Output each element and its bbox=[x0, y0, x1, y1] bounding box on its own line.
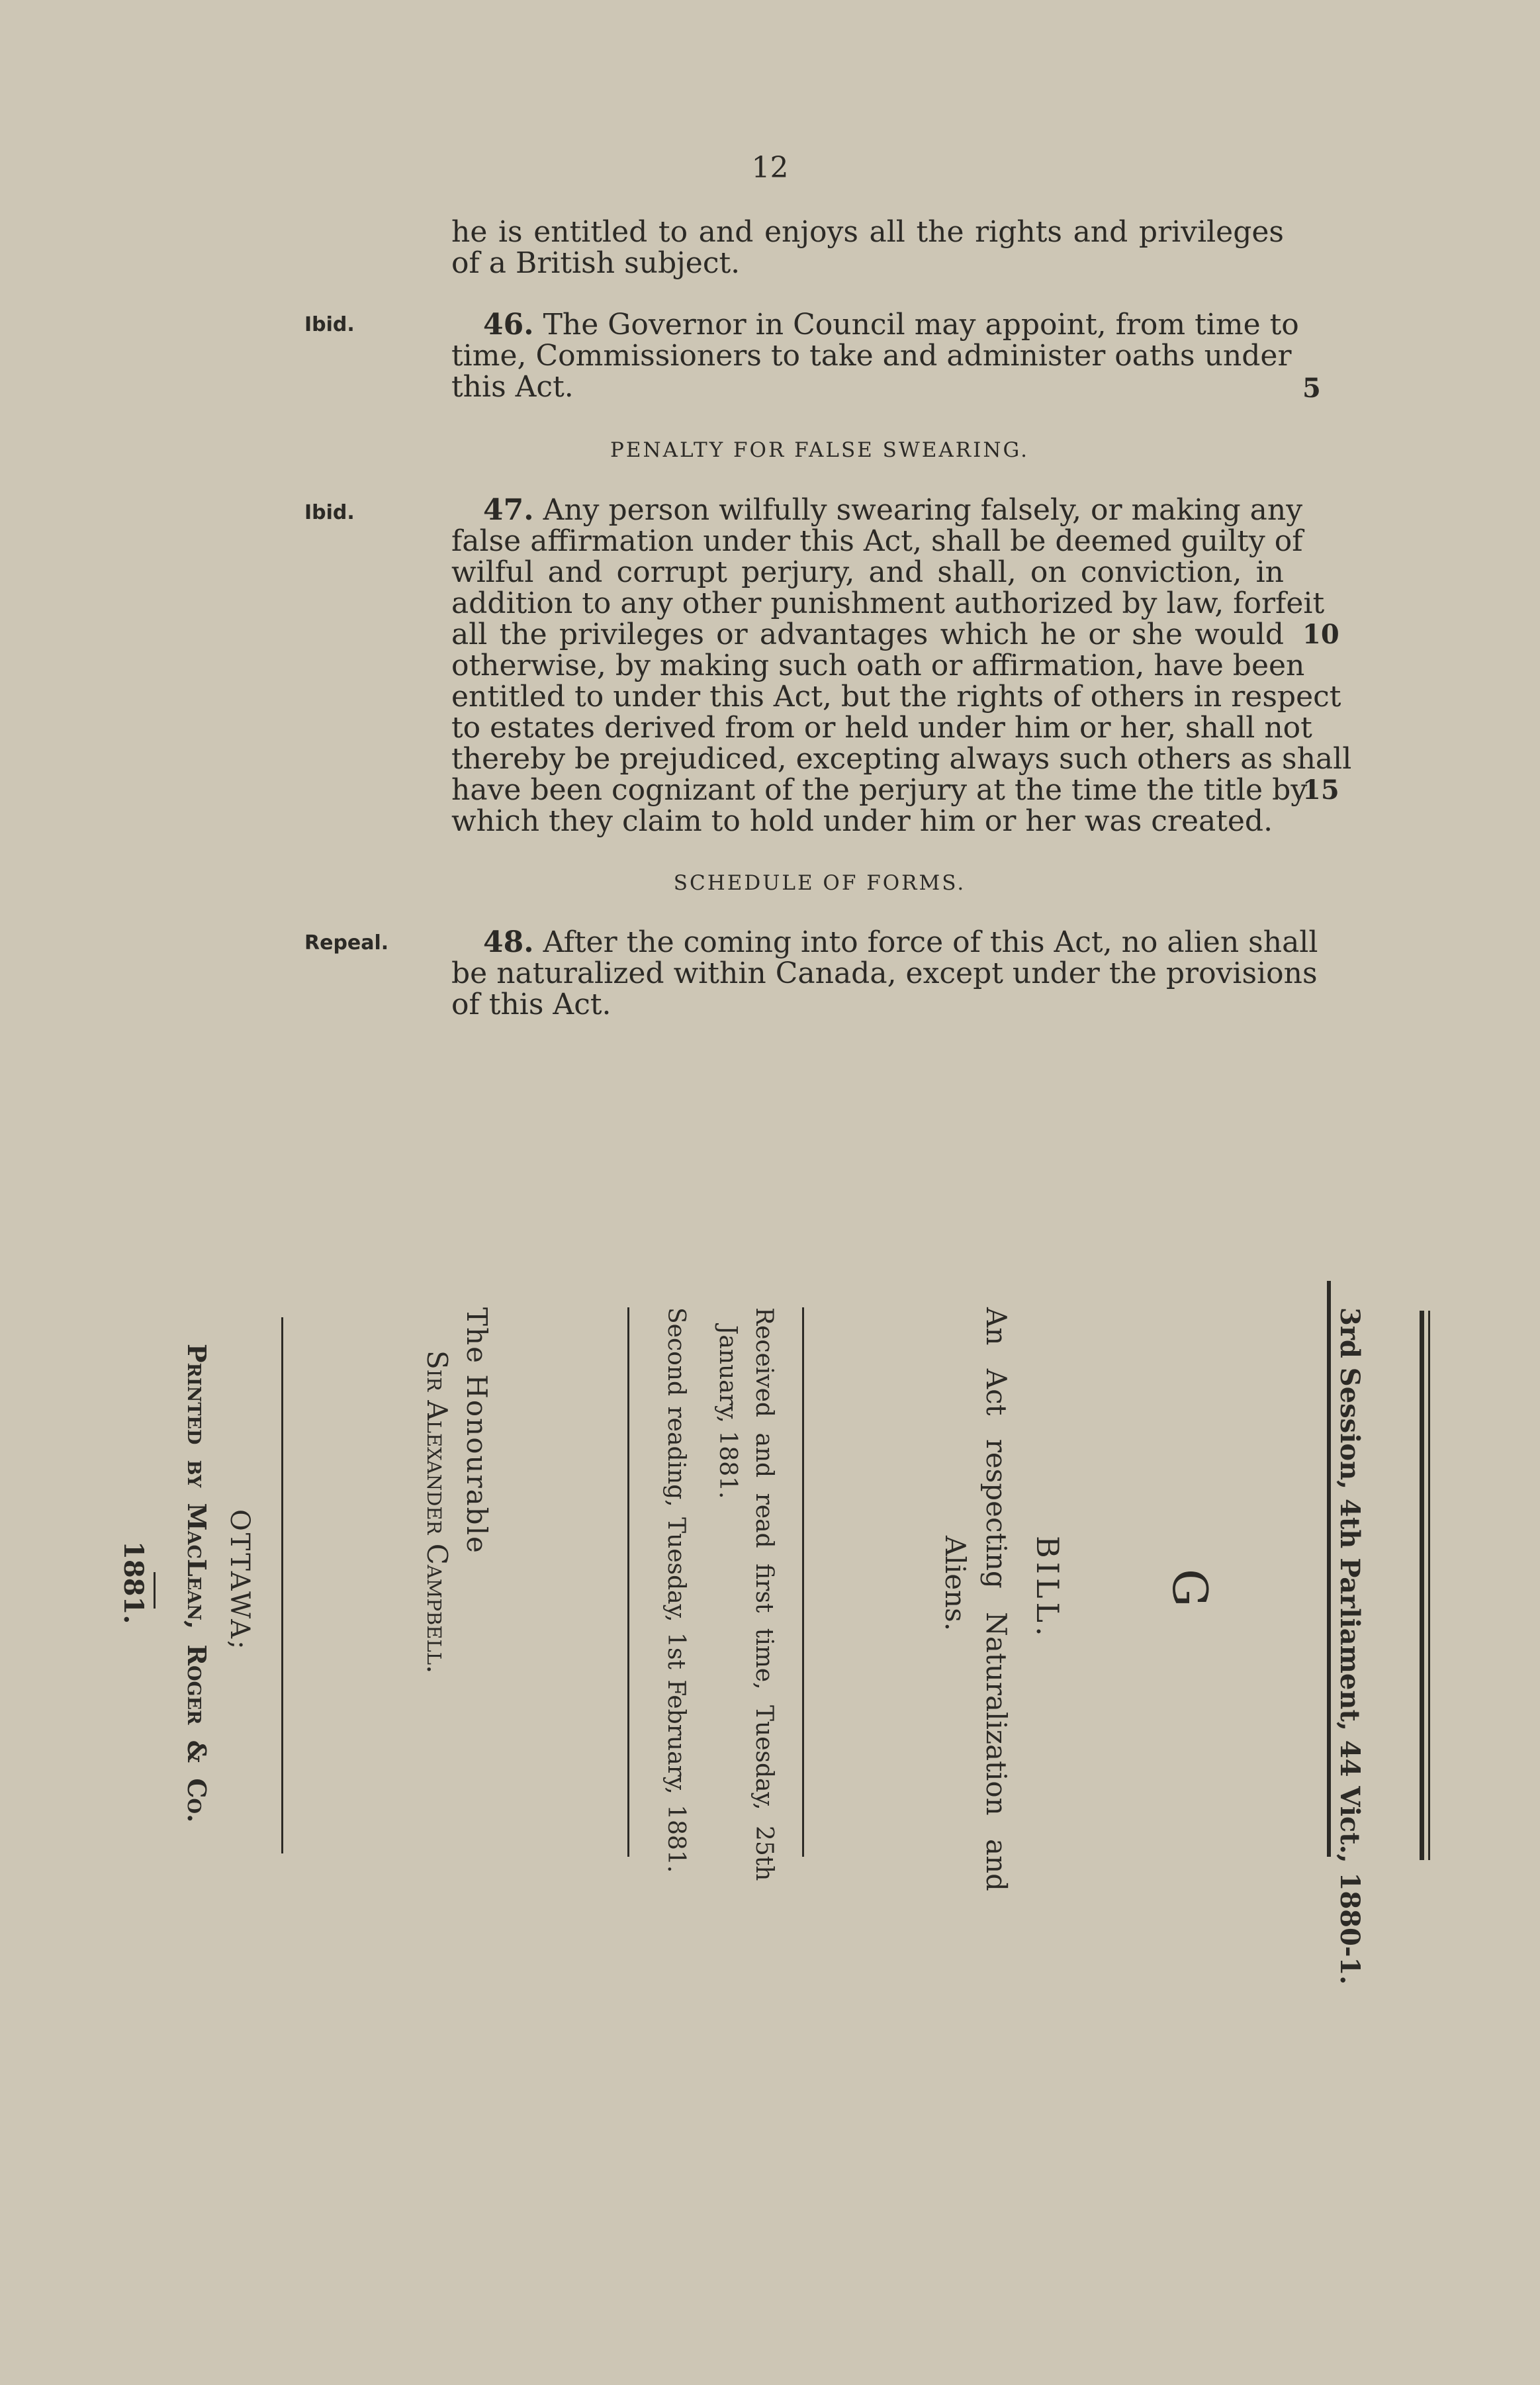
second-reading: Second reading, Tuesday, 1st February, 1881. bbox=[662, 1307, 690, 1873]
continuation-paragraph bbox=[451, 216, 1284, 279]
margin-note-ibid: Ibid. bbox=[304, 501, 355, 524]
section-46 bbox=[451, 308, 1299, 404]
separator-rule bbox=[627, 1307, 629, 1857]
double-rule bbox=[1428, 1311, 1430, 1860]
publication-year: 1881. bbox=[118, 1541, 149, 1624]
first-reading: January, 1881. bbox=[714, 1325, 741, 1499]
separator-rule bbox=[802, 1307, 804, 1857]
text-line: of this Act. bbox=[451, 988, 611, 1021]
text-line: be naturalized within Canada, except under the provisions bbox=[451, 957, 1318, 990]
text-line bbox=[451, 493, 1303, 527]
bill-letter: G bbox=[1162, 1569, 1218, 1607]
session-line: 3rd Session, 4th Parliament, 44 Vict., 1880-1. bbox=[1334, 1307, 1365, 1985]
bill-title: Aliens. bbox=[939, 1536, 972, 1632]
text-line: have been cognizant of the perjury at the time the title by bbox=[451, 773, 1308, 807]
first-reading: Received and read first time, Tuesday, 25th bbox=[750, 1307, 778, 1881]
bill-title: An Act respecting Naturalization and bbox=[980, 1307, 1013, 1892]
page-number: 12 bbox=[751, 151, 789, 185]
line-number-marker: 5 bbox=[1302, 373, 1321, 404]
double-rule bbox=[1327, 1281, 1331, 1857]
text-line: this Act. bbox=[451, 370, 574, 404]
separator-rule bbox=[281, 1317, 283, 1853]
text-line: otherwise, by making such oath or affirmation, have been bbox=[451, 649, 1305, 682]
margin-note-repeal: Repeal. bbox=[304, 931, 389, 955]
text-line bbox=[451, 925, 1318, 959]
text-segment: The Governor in Council may appoint, from time to bbox=[543, 308, 1299, 342]
margin-note-ibid: Ibid. bbox=[304, 313, 355, 336]
section-heading: PENALTY FOR FALSE SWEARING. bbox=[610, 438, 1030, 462]
text-line: to estates derived from or held under him or her, shall not bbox=[451, 711, 1312, 745]
text-segment: After the coming into force of this Act, no alien shall bbox=[543, 925, 1318, 959]
text-segment: Any person wilfully swearing falsely, or making any bbox=[543, 493, 1303, 527]
sponsor: Sir Alexander Campbell. bbox=[421, 1350, 453, 1674]
double-rule bbox=[1420, 1311, 1424, 1860]
text-line: which they claim to hold under him or her was created. bbox=[451, 804, 1273, 838]
line-number-marker: 10 bbox=[1302, 619, 1339, 650]
publication-place: OTTAWA; bbox=[224, 1509, 255, 1652]
section-heading: SCHEDULE OF FORMS. bbox=[673, 871, 966, 895]
section-number: 46. bbox=[483, 308, 534, 342]
line-number-marker: 15 bbox=[1302, 774, 1339, 806]
bill-label: BILL. bbox=[1030, 1536, 1065, 1640]
text-line: wilful and corrupt perjury, and shall, on conviction, in bbox=[451, 555, 1284, 589]
text-line: false affirmation under this Act, shall be deemed guilty of bbox=[451, 524, 1303, 558]
section-number: 47. bbox=[483, 493, 534, 527]
text-line: all the privileges or advantages which he or she would bbox=[451, 618, 1284, 651]
text-line: thereby be prejudiced, excepting always such others as shall bbox=[451, 742, 1352, 776]
text-line: entitled to under this Act, but the rights of others in respect bbox=[451, 680, 1341, 714]
text-line bbox=[451, 308, 1299, 342]
text-line: he is entitled to and enjoys all the rights and privileges bbox=[451, 215, 1284, 249]
text-line: of a British subject. bbox=[451, 246, 741, 280]
sponsor: The Honourable bbox=[461, 1307, 493, 1554]
section-number: 48. bbox=[483, 925, 534, 959]
text-line: time, Commissioners to take and administer oaths under bbox=[451, 339, 1292, 373]
separator-rule bbox=[154, 1572, 156, 1609]
text-line: addition to any other punishment authorized by law, forfeit bbox=[451, 586, 1325, 620]
printer: Printed by MacLean, Roger & Co. bbox=[182, 1344, 212, 1823]
section-48 bbox=[451, 925, 1318, 1021]
